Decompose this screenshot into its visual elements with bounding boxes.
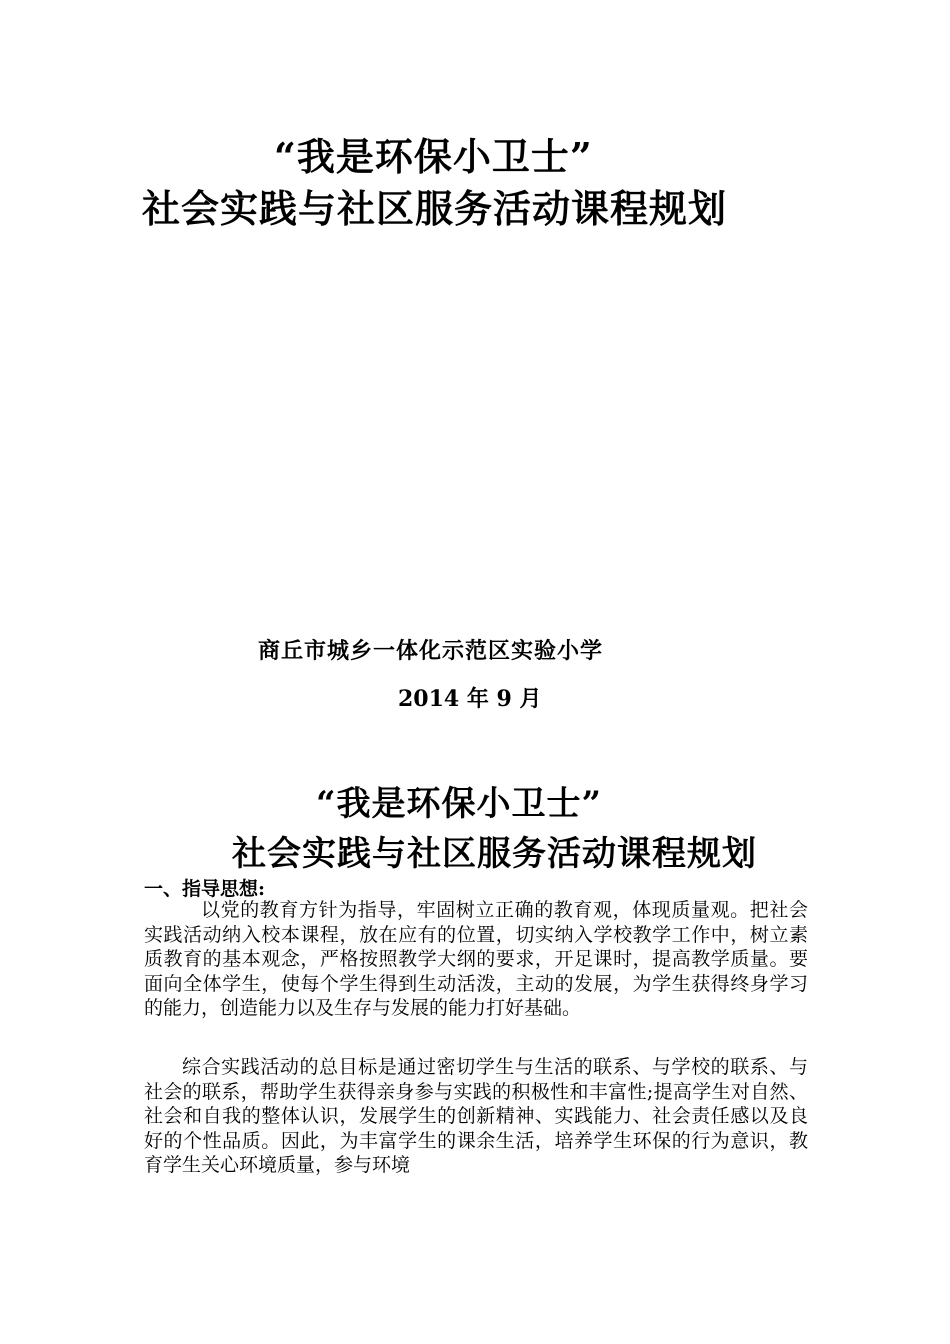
body-paragraph-1: 以党的教育方针为指导，牢固树立正确的教育观，体现质量观。把社会实践活动纳入校本课程，放在应有的位置，切实纳入学校教学工作中，树立素质教育的基本观念，严格按照教学大纲的要求，开足课时，提高教学质量。要面向全体学生，使每个学生得到生动活泼，主动的发展，为学生获得终身学习的能力，创造能力以及生存与发展的能力打好基础。: [144, 899, 808, 1020]
document-date: 2014 年 9 月: [398, 686, 542, 712]
section-heading-guiding-ideology: 一、指导思想:: [144, 878, 266, 900]
document-title-line-2: 社会实践与社区服务活动课程规划: [232, 834, 757, 874]
cover-title-line-2: 社会实践与社区服务活动课程规划: [142, 186, 728, 231]
cover-title-line-1: “我是环保小卫士”: [274, 134, 593, 179]
school-name: 商丘市城乡一体化示范区实验小学: [258, 638, 604, 664]
document-title-line-1: “我是环保小卫士”: [316, 784, 603, 824]
body-paragraph-2: 综合实践活动的总目标是通过密切学生与生活的联系、与学校的联系、与社会的联系，帮助学生获得亲身参与实践的积极性和丰富性;提高学生对自然、社会和自我的整体认识，发展学生的创新精神、实践能力、社会责任感以及良好的个性品质。因此，为丰富学生的课余生活，培养学生环保的行为意识，教育学生关心环境质量，参与环境: [144, 1056, 808, 1177]
